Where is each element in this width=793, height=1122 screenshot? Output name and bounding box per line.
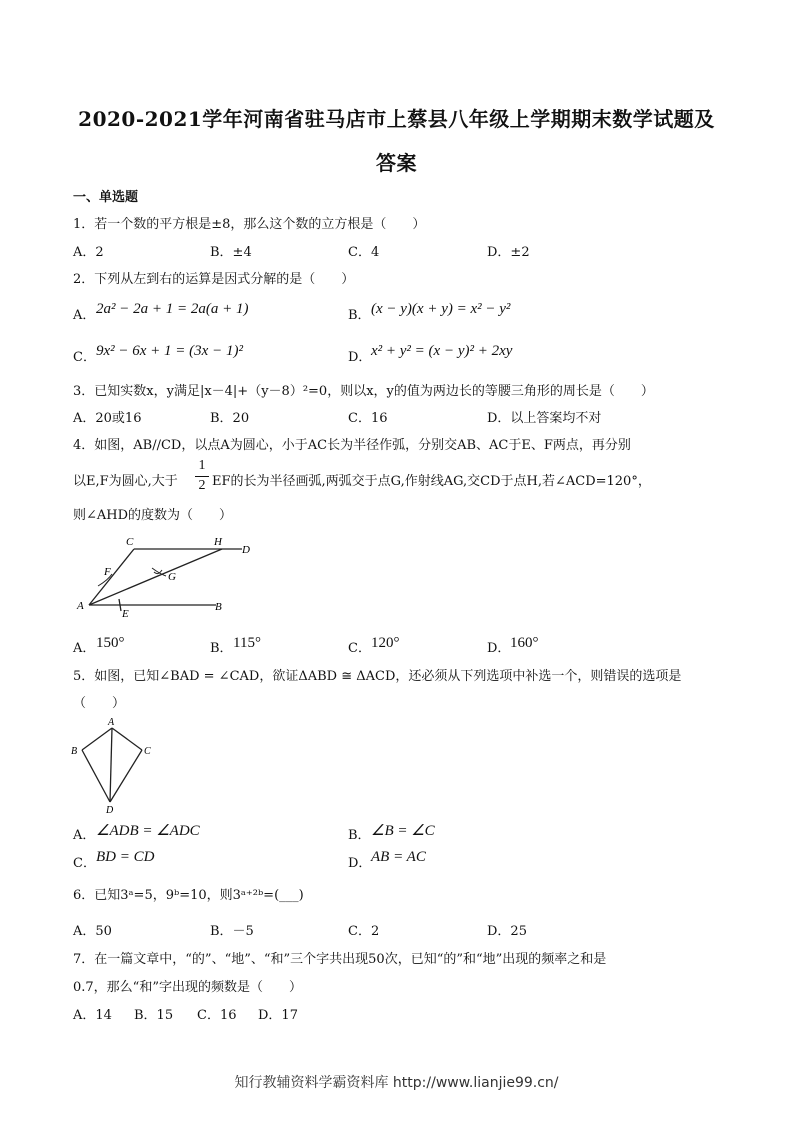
fraction-bar <box>195 476 209 477</box>
q1-option-a: A．2 <box>73 245 104 260</box>
q5-option-d-label: D． <box>348 856 372 871</box>
q3-option-a: A．20或16 <box>73 411 142 426</box>
label-a: A <box>77 600 84 612</box>
q5-kite-figure <box>68 714 158 816</box>
q4-option-b: 115° <box>233 635 261 651</box>
question-4-line2-start: 以E,F为圆心,大于 <box>73 474 178 489</box>
label-f: F <box>104 566 111 578</box>
q1-option-d: D．±2 <box>487 245 530 260</box>
label-e: E <box>122 608 129 620</box>
label-b: B <box>71 746 78 757</box>
question-2-stem: 2．下列从左到右的运算是因式分解的是（ ） <box>73 272 355 287</box>
q5-option-a: ∠ADB = ∠ADC <box>96 823 200 839</box>
label-d: D <box>242 544 250 556</box>
q6-option-b: B．－5 <box>210 924 254 939</box>
q2-option-d-formula: x² + y² = (x − y)² + 2xy <box>371 343 513 359</box>
document-title-line1: 2020-2021学年河南省驻马店市上蔡县八年级上学期期末数学试题及 <box>78 107 715 131</box>
question-5-line2: （ ） <box>73 696 126 711</box>
fraction-numerator: 1 <box>198 458 206 473</box>
q4-option-a-label: A． <box>73 641 96 656</box>
q6-option-c: C．2 <box>348 924 380 939</box>
question-7-line2: 0.7，那么“和”字出现的频数是（ ） <box>73 980 302 995</box>
question-5-line1: 5．如图，已知∠BAD = ∠CAD，欲证ΔABD ≅ ΔACD，还必须从下列选项中补选一个，则错误的选项是 <box>73 669 682 684</box>
q2-option-c-label: C． <box>73 350 96 365</box>
q6-option-a: A．50 <box>73 924 112 939</box>
label-h: H <box>214 536 222 548</box>
label-a: A <box>108 717 115 728</box>
q4-option-d: 160° <box>510 635 539 651</box>
label-c: C <box>144 746 151 757</box>
q3-option-b: B．20 <box>210 411 250 426</box>
segment-bd <box>82 750 110 802</box>
segment-cd <box>110 750 142 802</box>
q5-option-b-label: B． <box>348 828 371 843</box>
question-6-stem: 6．已知3ᵃ=5，9ᵇ=10，则3ᵃ⁺²ᵇ=(___) <box>73 888 304 903</box>
q4-option-b-label: B． <box>210 641 233 656</box>
q2-option-b-formula: (x − y)(x + y) = x² − y² <box>371 301 511 317</box>
q3-option-d: D．以上答案均不对 <box>487 411 602 426</box>
q2-option-c-formula: 9x² − 6x + 1 = (3x − 1)² <box>96 343 243 359</box>
segment-ab <box>82 728 112 750</box>
footer-watermark: 知行教辅资料学霸资料库 http://www.lianjie99.cn/ <box>234 1075 559 1091</box>
q1-option-c: C．4 <box>348 245 380 260</box>
q2-option-d-label: D． <box>348 350 372 365</box>
q7-option-a: A．14 <box>73 1008 112 1023</box>
q7-option-d: D．17 <box>258 1008 298 1023</box>
q7-option-c: C．16 <box>197 1008 237 1023</box>
question-4-line3: 则∠AHD的度数为（ ） <box>73 508 233 523</box>
q5-option-a-label: A． <box>73 828 96 843</box>
q6-option-d: D．25 <box>487 924 527 939</box>
label-c: C <box>126 536 134 548</box>
q2-option-a-label: A． <box>73 308 96 323</box>
segment-ad <box>110 728 112 802</box>
q4-option-a: 150° <box>96 635 125 651</box>
question-1-stem: 1．若一个数的平方根是±8，那么这个数的立方根是（ ） <box>73 217 426 232</box>
label-d: D <box>106 805 114 816</box>
q5-option-c: BD = CD <box>96 849 155 865</box>
question-7-line1: 7．在一篇文章中，“的”、“地”、“和”三个字共出现50次，已知“的”和“地”出现的频率之和是 <box>73 952 607 967</box>
q2-option-a-formula: 2a² − 2a + 1 = 2a(a + 1) <box>96 301 249 317</box>
q7-option-b: B．15 <box>134 1008 174 1023</box>
q5-option-d: AB = AC <box>371 849 426 865</box>
q4-option-c-label: C． <box>348 641 371 656</box>
q2-option-b-label: B． <box>348 308 371 323</box>
question-3-stem: 3．已知实数x，y满足|x－4|+（y－8）²=0，则以x，y的值为两边长的等腰三角形的周长是（ ） <box>73 384 654 399</box>
fraction-denominator: 2 <box>198 478 206 493</box>
section-heading: 一、单选题 <box>73 190 139 205</box>
q5-option-b: ∠B = ∠C <box>371 823 435 839</box>
label-b: B <box>215 601 222 613</box>
q4-option-d-label: D． <box>487 641 511 656</box>
question-4-line2-end: EF的长为半径画弧,两弧交于点G,作射线AG,交CD于点H,若∠ACD=120°， <box>212 474 651 489</box>
segment-ac <box>112 728 142 750</box>
document-title-line2: 答案 <box>376 151 417 175</box>
question-4-line1: 4．如图，AB//CD，以点A为圆心，小于AC长为半径作弧，分别交AB、AC于E、F两点，再分别 <box>73 438 631 453</box>
label-g: G <box>168 571 176 583</box>
q5-option-c-label: C． <box>73 856 96 871</box>
q1-option-b: B．±4 <box>210 245 252 260</box>
q4-option-c: 120° <box>371 635 400 651</box>
q4-geometry-figure <box>70 530 270 620</box>
line-ac <box>89 549 134 605</box>
q3-option-c: C．16 <box>348 411 388 426</box>
